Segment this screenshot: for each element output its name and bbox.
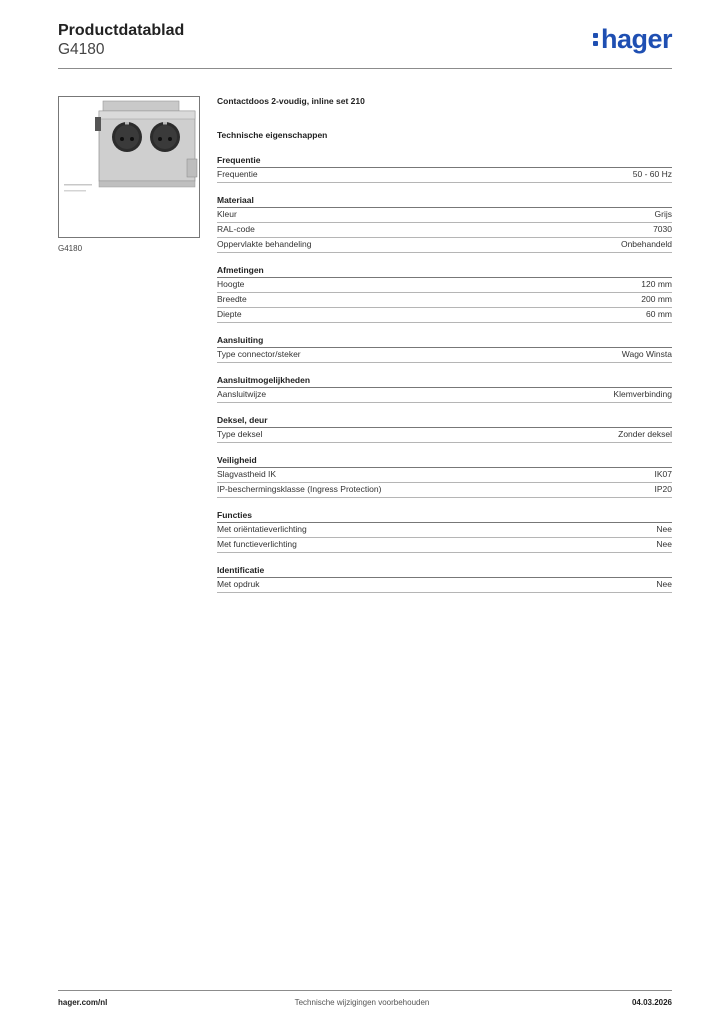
spec-row <box>217 348 672 363</box>
spec-value: Nee <box>656 524 672 534</box>
spec-label: Breedte <box>217 294 247 304</box>
image-caption: G4180 <box>58 244 83 253</box>
spec-label: RAL-code <box>217 224 255 234</box>
spec-value: IK07 <box>654 469 672 479</box>
footer-website-link[interactable]: hager.com/nl <box>58 998 108 1007</box>
footer-date: 04.03.2026 <box>631 998 672 1007</box>
logo-dots-icon <box>593 30 598 47</box>
spec-row <box>217 523 672 538</box>
spec-row <box>217 208 672 223</box>
section-title: Veiligheid <box>217 454 672 468</box>
spec-row <box>217 538 672 553</box>
section-title: Aansluiting <box>217 334 672 348</box>
product-code: G4180 <box>58 41 105 58</box>
spec-label: Frequentie <box>217 169 258 179</box>
section-title: Afmetingen <box>217 264 672 278</box>
footer-divider <box>58 990 672 991</box>
section-title: Aansluitmogelijkheden <box>217 374 672 388</box>
footer-disclaimer: Technische wijzigingen voorbehouden <box>294 998 430 1007</box>
spec-value: Nee <box>656 539 672 549</box>
section-afmetingen <box>217 264 672 323</box>
spec-label: Type deksel <box>217 429 263 439</box>
spec-row <box>217 468 672 483</box>
section-functies <box>217 509 672 553</box>
spec-value: Grijs <box>654 209 672 219</box>
spec-label: IP-beschermingsklasse (Ingress Protection) <box>217 484 382 494</box>
spec-value: IP20 <box>654 484 672 494</box>
product-name: Contactdoos 2-voudig, inline set 210 <box>217 96 365 106</box>
document-title: Productdatablad <box>58 22 185 39</box>
spec-label: Type connector/steker <box>217 349 301 359</box>
section-title: Identificatie <box>217 564 672 578</box>
spec-label: Kleur <box>217 209 237 219</box>
spec-row <box>217 578 672 593</box>
spec-row <box>217 483 672 498</box>
specifications <box>217 96 672 604</box>
section-title: Materiaal <box>217 194 672 208</box>
spec-value: Wago Winsta <box>621 349 672 359</box>
spec-value: 7030 <box>653 224 672 234</box>
spec-label: Diepte <box>217 309 242 319</box>
spec-row <box>217 238 672 253</box>
section-title: Deksel, deur <box>217 414 672 428</box>
product-image <box>58 96 200 238</box>
spec-value: Klemverbinding <box>613 389 672 399</box>
spec-row <box>217 428 672 443</box>
section-aansluitmogelijkheden <box>217 374 672 403</box>
section-aansluiting <box>217 334 672 363</box>
spec-value: 50 - 60 Hz <box>632 169 672 179</box>
spec-label: Met opdruk <box>217 579 260 589</box>
section-frequentie <box>217 154 672 183</box>
spec-value: 120 mm <box>641 279 672 289</box>
spec-value: 200 mm <box>641 294 672 304</box>
section-veiligheid <box>217 454 672 498</box>
spec-row <box>217 388 672 403</box>
section-title: Frequentie <box>217 154 672 168</box>
spec-label: Aansluitwijze <box>217 389 267 399</box>
spec-label: Met functieverlichting <box>217 539 297 549</box>
spec-row <box>217 278 672 293</box>
spec-label: Slagvastheid IK <box>217 469 277 479</box>
section-materiaal <box>217 194 672 253</box>
spec-label: Oppervlakte behandeling <box>217 239 312 249</box>
page-header <box>58 20 672 70</box>
spec-row <box>217 293 672 308</box>
header-divider <box>58 68 672 69</box>
spec-value: Zonder deksel <box>618 429 672 439</box>
hager-logo <box>593 24 672 55</box>
section-identificatie <box>217 564 672 593</box>
spec-label: Hoogte <box>217 279 245 289</box>
spec-row <box>217 223 672 238</box>
logo-text: hager <box>600 24 672 54</box>
tech-properties-heading: Technische eigenschappen <box>217 130 328 140</box>
spec-value: Onbehandeld <box>620 239 672 249</box>
section-deksel-deur <box>217 414 672 443</box>
spec-label: Met oriëntatieverlichting <box>217 524 307 534</box>
spec-value: Nee <box>656 579 672 589</box>
spec-row <box>217 308 672 323</box>
section-title: Functies <box>217 509 672 523</box>
spec-row <box>217 168 672 183</box>
spec-value: 60 mm <box>646 309 672 319</box>
socket-box-illustration <box>59 97 199 237</box>
